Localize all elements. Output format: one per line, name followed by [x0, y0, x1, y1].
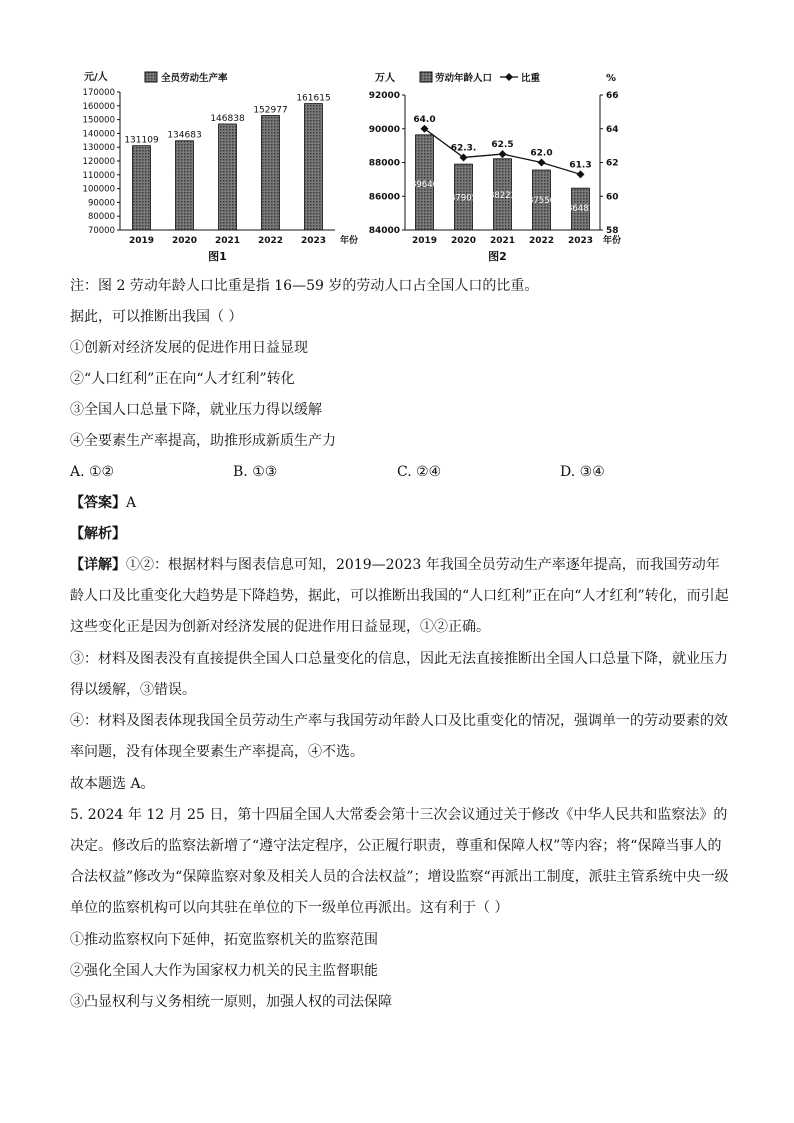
- conclusion: 故本题选 A。: [70, 776, 155, 792]
- chart1-y-tick-label: 170000: [82, 88, 115, 98]
- statement-1: ①创新对经济发展的促进作用日益显现: [70, 340, 308, 356]
- option-a: A. ①②: [70, 464, 115, 480]
- chart2-ylabel-right: %: [606, 73, 617, 84]
- chart1-y-tick-label: 100000: [82, 184, 115, 195]
- analysis-tag: 【解析】: [70, 526, 126, 542]
- chart1-x-tick-label: 2022: [257, 236, 284, 246]
- chart1-xlabel: 年份: [340, 236, 359, 246]
- chart1-y-tick-label: 130000: [82, 143, 115, 154]
- option-d: D. ③④: [560, 464, 605, 480]
- chart1-y-tick-label: 70000: [87, 226, 115, 236]
- chart1-x-tick-label: 2019: [128, 236, 155, 246]
- chart1-y-tick-label: 160000: [82, 101, 115, 112]
- chart1-legend-swatch: [145, 72, 157, 82]
- chart1-ylabel: 元/人: [84, 72, 108, 83]
- chart2-right-tick-label: 58: [606, 226, 619, 236]
- chart1-x-tick-label: 2023: [300, 236, 327, 246]
- chart2-title: 图2: [488, 250, 507, 263]
- chart1-data-label: 134683: [167, 130, 202, 141]
- chart2-line-data-label: 62.5: [491, 140, 514, 151]
- chart1-bar: [176, 141, 194, 230]
- chart2-left-tick-label: 84000: [368, 226, 400, 236]
- chart1-y-tick-label: 90000: [87, 198, 115, 209]
- chart2-left-tick-label: 86000: [368, 192, 400, 203]
- chart2-legend-line-label: 比重: [521, 73, 541, 84]
- chart1-bar: [133, 146, 151, 230]
- q5-statement-3: ③凸显权利与义务相统一原则，加强人权的司法保障: [70, 994, 392, 1010]
- statement-3: ③全国人口总量下降，就业压力得以缓解: [70, 402, 322, 418]
- statement-4: ④全要素生产率提高，助推形成新质生产力: [70, 433, 336, 449]
- chart2-line-data-label: 62.0: [530, 148, 553, 159]
- chart2-legend-bar-label: 劳动年龄人口: [435, 73, 493, 84]
- q5-statement-2: ②强化全国人大作为国家权力机关的民主监督职能: [70, 963, 378, 979]
- chart2-line-data-label: 62.3.: [450, 143, 477, 154]
- chart2-left-tick-label: 92000: [368, 91, 400, 101]
- statement-2: ②“人口红利”正在向“人才红利”转化: [70, 371, 295, 387]
- chart2-line-marker: [499, 150, 507, 158]
- detail-paragraph-3: ④：材料及图表体现我国全员劳动生产率与我国劳动年龄人口及比重变化的情况，强调单一的劳动要素的效率问题，没有体现全要素生产率提高，④不选。: [70, 713, 728, 760]
- chart2-bar-data-label: 87556: [527, 195, 556, 206]
- chart1-bar: [262, 115, 280, 230]
- answer-tag: 【答案】: [70, 495, 126, 511]
- question-5: 5. 2024 年 12 月 25 日，第十四届全国人大常委会第十三次会议通过关于修改《中华人民共和监察法》的决定。修改后的监察法新增了“遵守法定程序，公正履行职责，尊重和保障人权”等内容；将“保障当事人的合法权益”修改为“保障监察对象及相关人员的合法权益”；增设监察“再派出工制度，派驻主管系统中央一级单位的监察机构可以向其驻在单位的下一级单位再派出。这有利于（ ）: [70, 807, 729, 916]
- chart2-x-tick-label: 2021: [489, 236, 516, 246]
- chart1-y-tick-label: 120000: [82, 157, 115, 167]
- charts-area: [70, 60, 630, 270]
- chart-note: 注：图 2 劳动年龄人口比重是指 16—59 岁的劳动人口占全国人口的比重。: [70, 278, 539, 294]
- chart2-bar-data-label: 88222: [488, 190, 517, 201]
- chart2-bar-data-label: 86481: [566, 204, 595, 215]
- chart2-x-tick-label: 2020: [450, 236, 477, 246]
- chart2-x-tick-label: 2022: [528, 236, 555, 246]
- question-stem: 据此，可以推断出我国（ ）: [70, 309, 243, 325]
- option-b: B. ①③: [233, 464, 278, 480]
- chart2-xlabel: 年份: [603, 236, 622, 246]
- chart2-left-tick-label: 88000: [368, 158, 400, 169]
- chart1-legend-label: 全员劳动生产率: [161, 73, 228, 84]
- chart2-bar-data-label: 87905: [449, 193, 478, 204]
- chart1-data-label: 146838: [210, 113, 245, 124]
- chart1-bar: [219, 124, 237, 230]
- chart1-data-label: 131109: [124, 135, 159, 146]
- chart1-title: 图1: [208, 250, 227, 263]
- chart1-data-label: 161615: [296, 93, 331, 104]
- detail-tag: 【详解】: [70, 557, 126, 573]
- chart2-legend-line-marker: [505, 73, 513, 81]
- answer-value: A: [126, 495, 137, 511]
- chart1-y-tick-label: 110000: [82, 170, 115, 181]
- chart2-legend-bar-swatch: [420, 72, 432, 82]
- analysis-line: [70, 524, 126, 544]
- chart2-bar-data-label: 89640: [410, 180, 439, 191]
- chart2-right-tick-label: 62: [606, 158, 619, 169]
- q5-statement-1: ①推动监察权向下延伸，拓宽监察机关的监察范围: [70, 932, 378, 948]
- chart2-line-data-label: 61.3: [569, 160, 592, 171]
- detail-paragraph-1: [70, 550, 730, 643]
- detail-1-text: ①②：根据材料与图表信息可知，2019—2023 年我国全员劳动生产率逐年提高，而我国劳动年龄人口及比重变化大趋势是下降趋势，据此，可以推断出我国的“人口红利”正在向“人才红利”转化，而引起这些变化正是因为创新对经济发展的促进作用日益显现，①②正确。: [70, 557, 729, 635]
- chart1-bar: [305, 104, 323, 230]
- chart2-right-tick-label: 66: [606, 91, 619, 101]
- chart2-line-marker: [538, 159, 546, 167]
- answer-line: [70, 493, 136, 513]
- chart2-line-data-label: 64.0: [413, 114, 436, 125]
- chart2-right-tick-label: 60: [606, 192, 619, 203]
- chart2-ylabel-left: 万人: [375, 73, 395, 84]
- chart1-data-label: 152977: [253, 105, 288, 116]
- chart2-x-tick-label: 2019: [411, 236, 438, 246]
- chart1-x-tick-label: 2020: [171, 236, 198, 246]
- chart1-y-tick-label: 150000: [82, 115, 115, 126]
- detail-paragraph-2: ③：材料及图表没有直接提供全国人口总量变化的信息，因此无法直接推断出全国人口总量下降，就业压力得以缓解，③错误。: [70, 651, 728, 698]
- chart2-x-tick-label: 2023: [567, 236, 594, 246]
- option-c: C. ②④: [397, 464, 442, 480]
- chart1-y-tick-label: 80000: [87, 212, 115, 223]
- chart1-x-tick-label: 2021: [214, 236, 241, 246]
- chart2-left-tick-label: 90000: [368, 124, 400, 135]
- charts-svg: [70, 60, 630, 270]
- chart2-right-tick-label: 64: [606, 124, 619, 135]
- chart1-y-tick-label: 140000: [82, 129, 115, 140]
- chart2-line-marker: [577, 170, 585, 178]
